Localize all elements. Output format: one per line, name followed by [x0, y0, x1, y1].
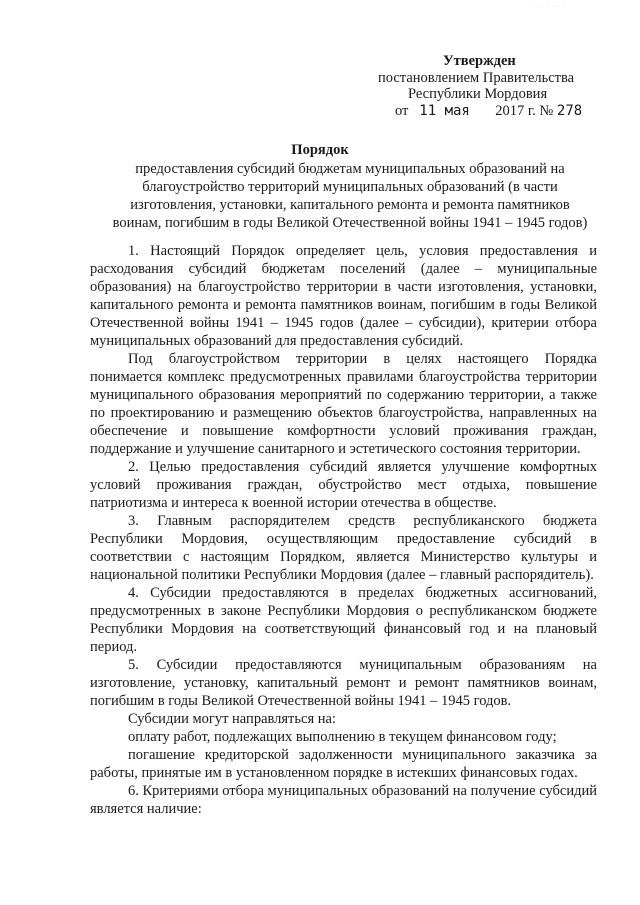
year-number-label: 2017 г. №	[495, 102, 554, 119]
handwritten-number: 278	[556, 102, 583, 119]
approval-stamp	[372, 53, 612, 119]
document-body	[90, 242, 597, 818]
handwritten-date: 11 мая	[419, 102, 470, 119]
paragraph: Субсидии могут направляться на:	[128, 711, 336, 727]
approval-line-2: Республики Мордовия	[408, 86, 548, 102]
date-prefix: от	[395, 102, 409, 119]
paragraph: 1. Настоящий Порядок определяет цель, условия предоставления и расходования субсидий бюджетам поселений (далее – муниципальные образования) на благоустройство территории в части изготовления, установки, капитального ремонта и ремонта памятников воинам, погибшим в годы Великой Отечественной войны 1941 – 1945 годов (далее – субсидии), критерии отбора муниципальных образований для предоставления субсидий.	[90, 243, 597, 349]
approval-heading: Утвержден	[443, 53, 516, 69]
paragraph: 3. Главным распорядителем средств республиканского бюджета Республики Мордовия, осуществляющим предоставление субсидий в соответствии с настоящим Порядком, является Министерство культуры и национальной политики Республики Мордовия (далее – главный распорядитель).	[90, 513, 597, 583]
approval-line-1: постановлением Правительства	[378, 69, 575, 86]
paragraph: 2. Целью предоставления субсидий является улучшение комфортных условий проживания граждан, обустройство мест отдыха, повышение патриотизма и интереса к военной истории отечества в обществе.	[90, 459, 597, 511]
paragraph: 6. Критериями отбора муниципальных образований на получение субсидий является наличие:	[90, 783, 597, 817]
paragraph: Под благоустройством территории в целях настоящего Порядка понимается комплекс предусмотренных правилами благоустройства территории муниципального образования мероприятий по содержанию территории, а также по проектированию и размещению объектов благоустройства, направленных на обеспечение и повышение комфортности условий проживания граждан, поддержание и улучшение санитарного и эстетического состояния территории.	[90, 351, 597, 457]
paragraph: 4. Субсидии предоставляются в пределах бюджетных ассигнований, предусмотренных в законе Республики Мордовия о республиканском бюджете Республики Мордовия на соответствующий финансовый год и на плановый период.	[90, 585, 597, 655]
document-subtitle: предоставления субсидий бюджетам муниципальных образований на благоустройство территорий муниципальных образований (в части изготовления, установки, капитального ремонта и ремонта памятников воинам, погибшим в годы Великой Отечественной войны 1941 – 1945 годов)	[112, 161, 588, 231]
scan-corner-mark: · · · · · ·	[535, 4, 566, 10]
paragraph: оплату работ, подлежащих выполнению в текущем финансовом году;	[128, 729, 557, 745]
paragraph: 5. Субсидии предоставляются муниципальным образованиям на изготовление, установку, капитальный ремонт и ремонт памятников воинам, погибшим в годы Великой Отечественной войны 1941 – 1945 годов.	[90, 657, 597, 709]
paragraph: погашение кредиторской задолженности муниципального заказчика за работы, принятые им в установленном порядке в истекших финансовых годах.	[90, 747, 597, 781]
approval-date-line	[372, 103, 612, 120]
document-title: Порядок	[291, 142, 349, 158]
